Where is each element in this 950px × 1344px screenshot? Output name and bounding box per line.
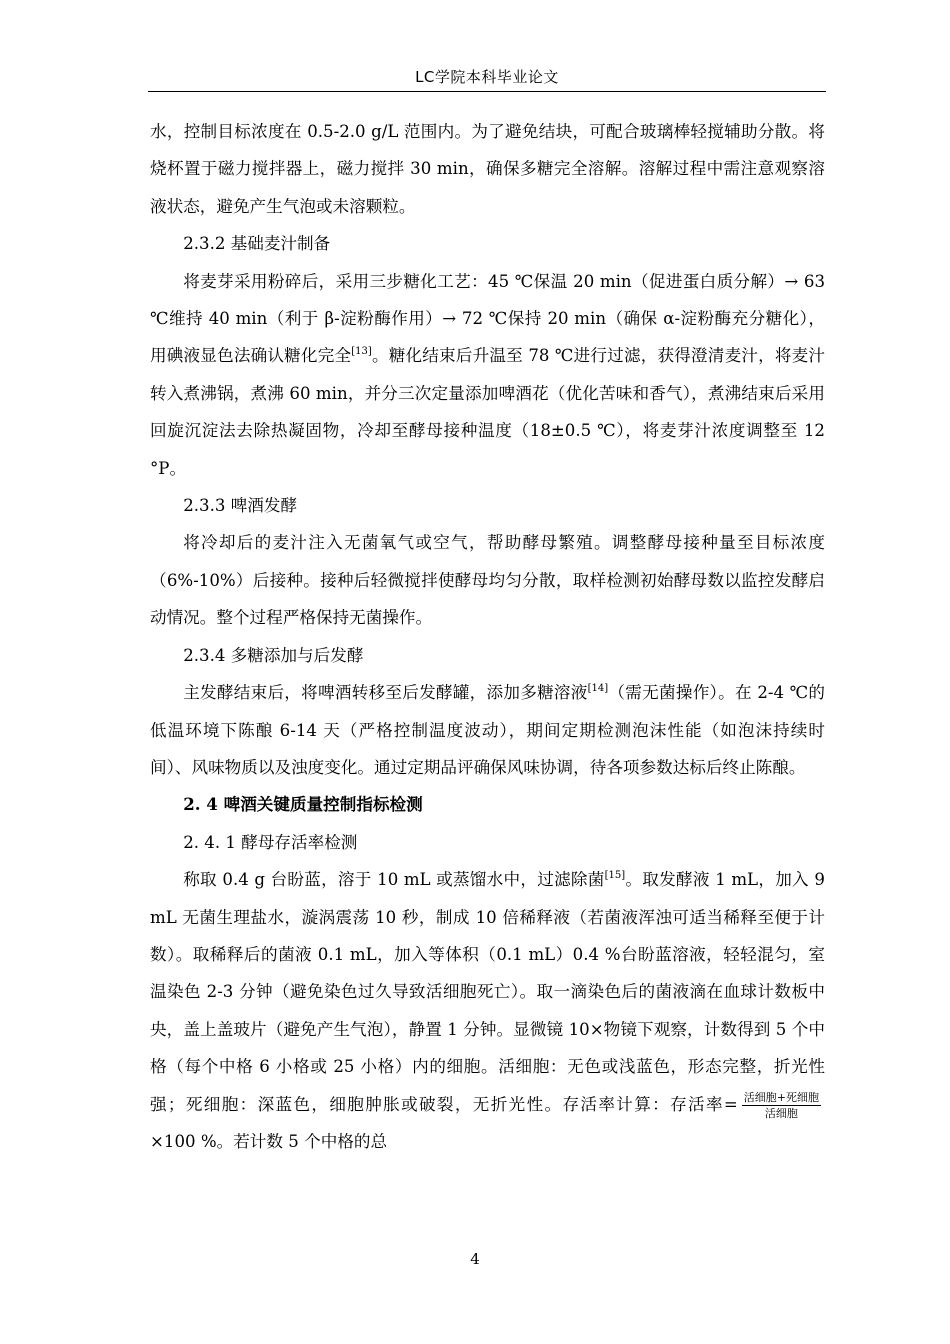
text: ×100 %。若计数 5 个中格的总 — [150, 1131, 388, 1151]
section-heading-2-3-3: 2.3.3 啤酒发酵 — [183, 496, 298, 516]
text: 主发酵结束后，将啤酒转移至后发酵罐，添加多糖溶液 — [183, 683, 588, 703]
text: 称取 0.4 g 台盼蓝，溶于 10 mL 或蒸馏水中，过滤除菌 — [183, 870, 605, 890]
text: 。糖化结束后升温至 78 ℃进行过滤，获得澄清麦汁，将麦汁转入煮沸锅，煮沸 60 min，并分三次定量添加啤酒花（优化苦味和香气），煮沸结束后采用回旋沉淀法去除热凝固物，冷却至酵母接种温度（18±0.5 ℃），将麦芽汁浓度调整至 12 °P。 — [150, 346, 826, 478]
citation-13: [13] — [351, 346, 372, 358]
running-header: LC学院本科毕业论文 — [415, 68, 559, 86]
paragraph-continued: 水，控制目标浓度在 0.5-2.0 g/L 范围内。为了避免结块，可配合玻璃棒轻搅辅助分散。将烧杯置于磁力搅拌器上，磁力搅拌 30 min，确保多糖完全溶解。溶解过程中需注意观察溶液状态，避免产生气泡或未溶颗粒。 — [150, 122, 825, 216]
paragraph-fermentation: 将冷却后的麦汁注入无菌氧气或空气，帮助酵母繁殖。调整酵母接种量至目标浓度（6%-10%）后接种。接种后轻微搅拌使酵母均匀分散，取样检测初始酵母数以监控发酵启动情况。整个过程严格保持无菌操作。 — [150, 533, 825, 628]
section-heading-2-4: 2. 4 啤酒关键质量控制指标检测 — [183, 794, 423, 815]
page-number: 4 — [470, 1250, 480, 1268]
fraction-numerator: 活细胞+死细胞 — [743, 1090, 819, 1104]
section-heading-2-3-2: 2.3.2 基础麦汁制备 — [183, 234, 331, 254]
viability-fraction — [742, 1090, 821, 1121]
text: 将麦芽采用粉碎后，采用三步糖化工艺：45 ℃保温 20 min（促进蛋白质分解）→ 63 ℃维持 40 min（利于 β-淀粉酶作用）→ 72 ℃保持 20 min（确保 α-淀粉酶充分糖化），用碘液显色法确认糖化完全 — [150, 271, 825, 366]
text: 。取发酵液 1 mL，加入 9 mL 无菌生理盐水，漩涡震荡 10 秒，制成 10 倍稀释液（若菌液浑浊可适当稀释至便于计数）。取稀释后的菌液 0.1 mL，加入等体积（0.1 mL）0.4 %台盼蓝溶液，轻轻混匀，室温染色 2-3 分钟（避免染色过久导致活细胞死亡）。取一滴染色后的菌液滴在血球计数板中央，盖上盖玻片（避免产生气泡），静置 1 分钟。显微镜 10×物镜下观察，计数得到 5 个中格（每个中格 6 小格或 25 小格）内的细胞。活细胞：无色或浅蓝色，形态完整，折光性强；死细胞：深蓝色，细胞肿胀或破裂，无折光性。存活率计算：存活率= — [150, 870, 825, 1114]
paragraph-polysaccharide-addition — [150, 674, 825, 786]
body-text — [150, 113, 825, 1160]
section-heading-2-4-1: 2. 4. 1 酵母存活率检测 — [183, 832, 358, 852]
paragraph-yeast-viability — [150, 861, 825, 1160]
citation-14: [14] — [587, 683, 609, 695]
paragraph-wort-preparation — [150, 263, 825, 487]
fraction-denominator: 活细胞 — [764, 1106, 798, 1120]
section-heading-2-3-4: 2.3.4 多糖添加与后发酵 — [183, 645, 364, 665]
header-rule — [148, 91, 826, 92]
citation-15: [15] — [604, 870, 626, 882]
text: （需无菌操作）。在 2-4 ℃的低温环境下陈酿 6-14 天（严格控制温度波动），期间定期检测泡沫性能（如泡沫持续时间）、风味物质以及浊度变化。通过定期品评确保风味协调，待各项参数达标后终止陈酿。 — [150, 683, 825, 777]
